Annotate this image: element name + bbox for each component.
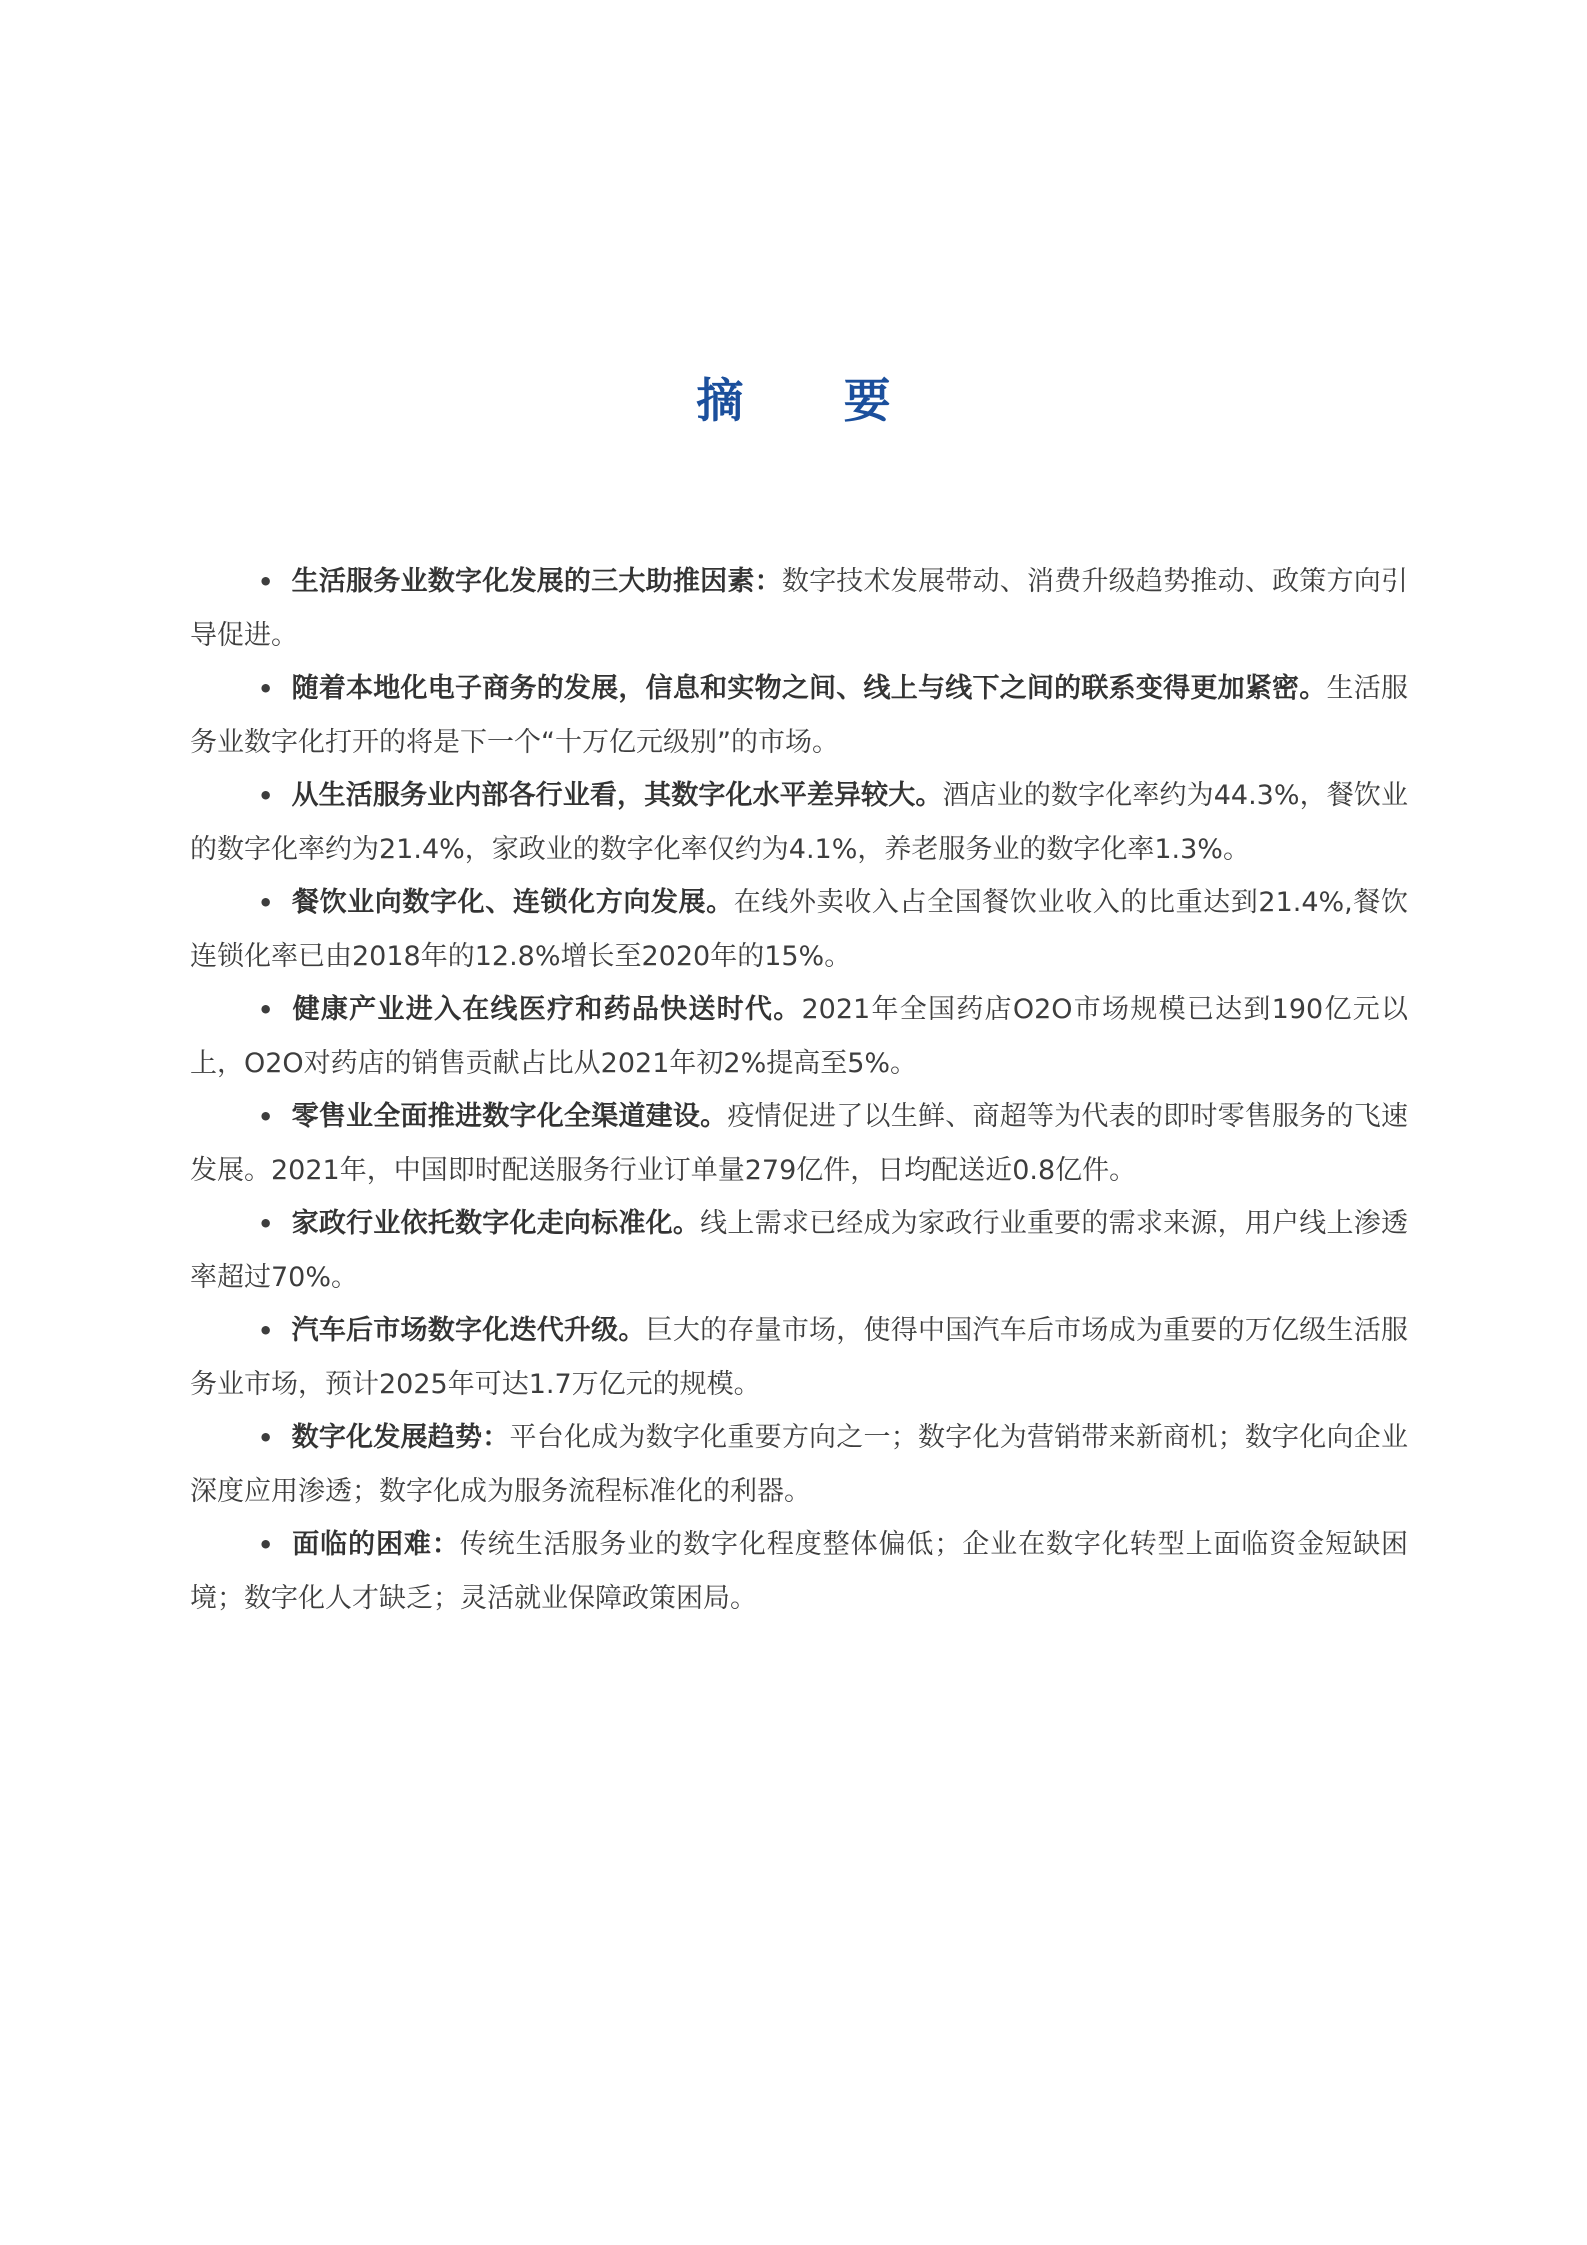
bullet-icon: • <box>258 1103 274 1131</box>
summary-item-body: 在线外卖收入占全国餐饮业收入的比重达到21.4%,餐饮连锁化率已由2018年的12.8%增长至2020年的15%。 <box>190 887 1408 972</box>
summary-item-lead: 餐饮业向数字化、连锁化方向发展。 <box>291 887 734 918</box>
summary-list <box>190 555 1408 1625</box>
summary-item-lead: 面临的困难： <box>291 1529 460 1560</box>
bullet-icon: • <box>258 1424 274 1452</box>
summary-item-healthcare <box>190 983 1408 1090</box>
summary-item-body: 2021年全国药店O2O市场规模已达到190亿元以上，O2O对药店的销售贡献占比从2021年初2%提高至5%。 <box>190 994 1409 1079</box>
summary-item-lead: 汽车后市场数字化迭代升级。 <box>291 1315 646 1346</box>
bullet-icon: • <box>258 1531 274 1559</box>
summary-item-body: 数字技术发展带动、消费升级趋势推动、政策方向引导促进。 <box>190 566 1409 651</box>
summary-item-body: 生活服务业数字化打开的将是下一个“十万亿元级别”的市场。 <box>190 673 1409 758</box>
summary-item-body: 平台化成为数字化重要方向之一；数字化为营销带来新商机；数字化向企业深度应用渗透；数字化成为服务流程标准化的利器。 <box>190 1422 1409 1507</box>
bullet-icon: • <box>258 889 274 917</box>
bullet-icon: • <box>258 675 274 703</box>
summary-item-lead: 从生活服务业内部各行业看，其数字化水平差异较大。 <box>291 780 943 811</box>
summary-item-housekeeping <box>190 1197 1408 1304</box>
summary-item-driving-factors <box>190 555 1408 662</box>
summary-item-body: 酒店业的数字化率约为44.3%，餐饮业的数字化率约为21.4%，家政业的数字化率仅约为4.1%，养老服务业的数字化率1.3%。 <box>190 780 1408 865</box>
summary-item-lead: 健康产业进入在线医疗和药品快送时代。 <box>291 994 802 1025</box>
summary-item-lead: 生活服务业数字化发展的三大助推因素： <box>291 566 782 597</box>
summary-item-lead: 零售业全面推进数字化全渠道建设。 <box>291 1101 728 1132</box>
bullet-icon: • <box>258 1317 274 1345</box>
bullet-icon: • <box>258 1210 274 1238</box>
summary-item-body: 巨大的存量市场，使得中国汽车后市场成为重要的万亿级生活服务业市场，预计2025年可达1.7万亿元的规模。 <box>190 1315 1408 1400</box>
summary-item-lead: 数字化发展趋势： <box>291 1422 510 1453</box>
bullet-icon: • <box>258 568 274 596</box>
summary-item-body: 传统生活服务业的数字化程度整体偏低；企业在数字化转型上面临资金短缺困境；数字化人才缺乏；灵活就业保障政策困局。 <box>190 1529 1409 1614</box>
summary-item-local-ecommerce <box>190 662 1408 769</box>
bullet-icon: • <box>258 782 274 810</box>
summary-item-lead: 随着本地化电子商务的发展，信息和实物之间、线上与线下之间的联系变得更加紧密。 <box>291 673 1327 704</box>
summary-item-industry-gap <box>190 769 1408 876</box>
bullet-icon: • <box>258 996 274 1024</box>
summary-item-lead: 家政行业依托数字化走向标准化。 <box>291 1208 701 1239</box>
page-title: 摘 要 <box>696 374 933 429</box>
summary-item-catering <box>190 876 1408 983</box>
summary-item-trends <box>190 1411 1408 1518</box>
summary-item-body: 线上需求已经成为家政行业重要的需求来源，用户线上渗透率超过70%。 <box>190 1208 1409 1293</box>
summary-item-difficulties <box>190 1518 1408 1625</box>
summary-item-body: 疫情促进了以生鲜、商超等为代表的即时零售服务的飞速发展。2021年，中国即时配送服务行业订单量279亿件，日均配送近0.8亿件。 <box>190 1101 1409 1186</box>
summary-item-auto-aftermarket <box>190 1304 1408 1411</box>
summary-item-retail <box>190 1090 1408 1197</box>
